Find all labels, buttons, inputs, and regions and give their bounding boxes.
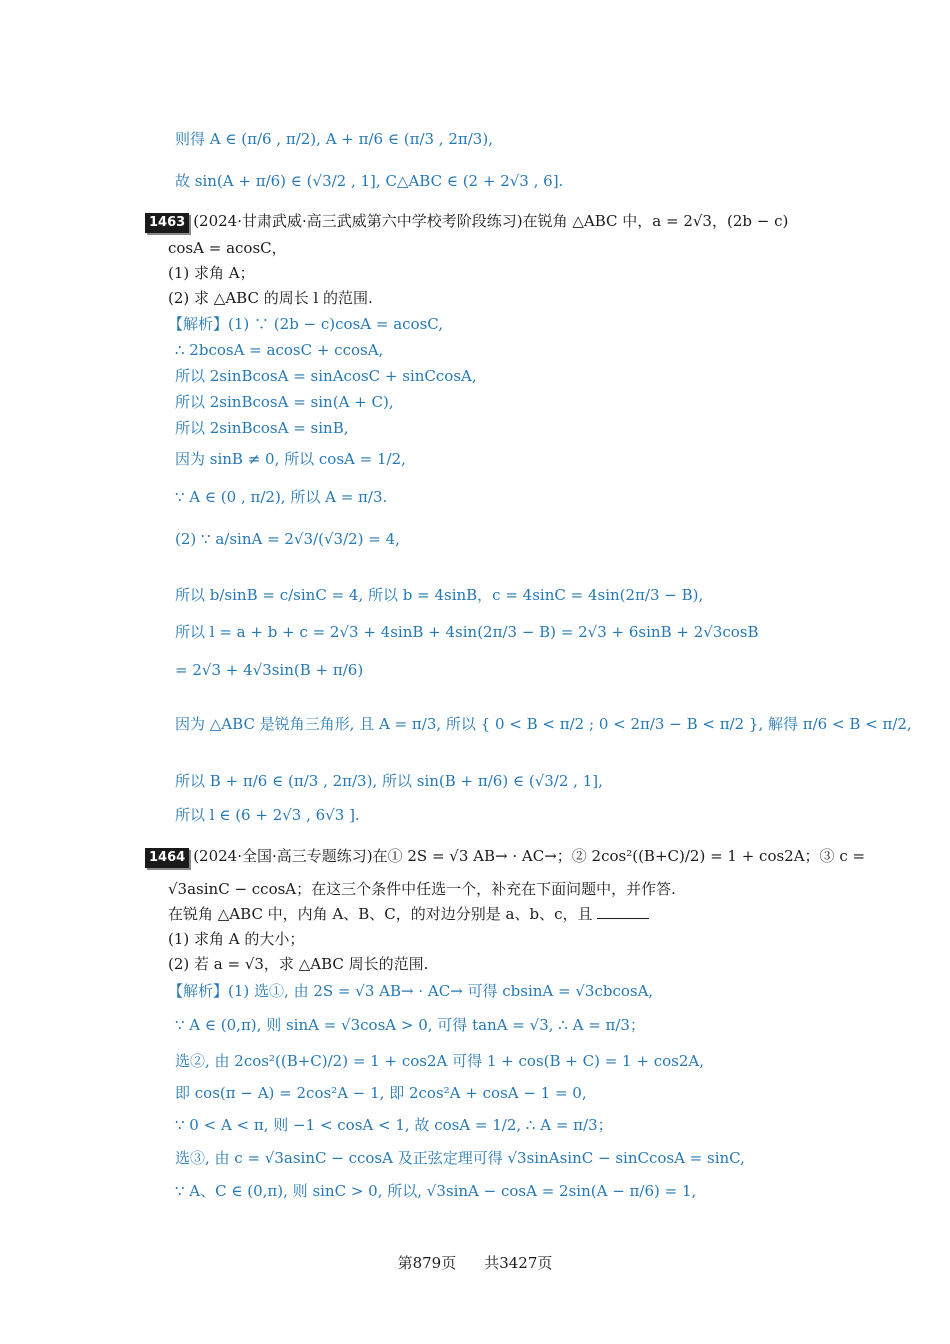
- solution-1463-line-5: 所以 2sinBcosA = sinB,: [175, 419, 349, 437]
- problem-1464-header: [145, 845, 865, 868]
- solution-1463-line-11: = 2√3 + 4√3sin(B + π/6): [175, 661, 364, 679]
- solution-1463-line-7: ∵ A ∈ (0 , π/2), 所以 A = π/3.: [175, 488, 388, 506]
- solution-1464-line-6: 选③, 由 c = √3asinC − ccosA 及正弦定理可得 √3sinAsinC − sinCcosA = sinC,: [175, 1149, 745, 1167]
- solution-1463-line-2: ∴ 2bcosA = acosC + ccosA,: [175, 341, 384, 359]
- problem-statement-line-3: [168, 903, 649, 925]
- answer-blank: [597, 904, 649, 919]
- solution-label: 【解析】: [168, 315, 229, 333]
- solution-tail-line-1: 则得 A ∈ (π/6 , π/2), A + π/6 ∈ (π/3 , 2π/3),: [175, 130, 493, 148]
- solution-1463-line-12: 因为 △ABC 是锐角三角形, 且 A = π/3, 所以 { 0 < B < π/2 ; 0 < 2π/3 − B < π/2 }, 解得 π/6 < B < π/2,: [175, 715, 912, 733]
- solution-1464-line-1: [168, 980, 653, 1002]
- solution-label: 【解析】: [168, 982, 229, 1000]
- solution-1464-line-4: 即 cos(π − A) = 2cos²A − 1, 即 2cos²A + cosA − 1 = 0,: [175, 1084, 587, 1102]
- problem-statement-line-2: cosA = acosC，: [168, 239, 287, 257]
- solution-1463-line-9: 所以 b/sinB = c/sinC = 4, 所以 b = 4sinB，c = 4sinC = 4sin(2π/3 − B),: [175, 586, 704, 604]
- problem-question-2: (2) 若 a = √3，求 △ABC 周长的范围.: [168, 955, 429, 973]
- problem-statement-line-2: √3asinC − ccosA；在这三个条件中任选一个，补充在下面问题中，并作答.: [168, 880, 676, 898]
- page-footer: [0, 1252, 950, 1273]
- solution-1463-line-6: 因为 sinB ≠ 0, 所以 cosA = 1/2,: [175, 450, 406, 468]
- solution-1463-line-13: 所以 B + π/6 ∈ (π/3 , 2π/3), 所以 sin(B + π/6) ∈ (√3/2 , 1],: [175, 772, 603, 790]
- solution-1464-line-7: ∵ A、C ∈ (0,π), 则 sinC > 0, 所以, √3sinA − cosA = 2sin(A − π/6) = 1,: [175, 1182, 697, 1200]
- problem-statement-text: 在锐角 △ABC 中，内角 A、B、C，的对边分别是 a、b、c，且: [168, 905, 593, 923]
- problem-statement-line-1: (2024·全国·高三专题练习)在① 2S = √3 AB→ · AC→；② 2cos²((B+C)/2) = 1 + cos2A；③ c =: [193, 847, 866, 865]
- solution-tail-line-2: 故 sin(A + π/6) ∈ (√3/2 , 1], C△ABC ∈ (2 + 2√3 , 6].: [175, 172, 564, 190]
- problem-1463-header: [145, 210, 788, 233]
- solution-1463-line-3: 所以 2sinBcosA = sinAcosC + sinCcosA,: [175, 367, 477, 385]
- page-number: 第879页: [397, 1254, 457, 1272]
- problem-question-1: (1) 求角 A；: [168, 264, 255, 282]
- problem-statement-line-1: (2024·甘肃武威·高三武威第六中学校考阶段练习)在锐角 △ABC 中，a = 2√3，(2b − c): [193, 212, 789, 230]
- solution-text: (1) ∵ (2b − c)cosA = acosC,: [228, 315, 444, 333]
- problem-question-2: (2) 求 △ABC 的周长 l 的范围.: [168, 289, 373, 307]
- solution-1463-line-8: (2) ∵ a/sinA = 2√3/(√3/2) = 4,: [175, 530, 400, 548]
- solution-1464-line-3: 选②, 由 2cos²((B+C)/2) = 1 + cos2A 可得 1 + cos(B + C) = 1 + cos2A,: [175, 1052, 704, 1070]
- page-total: 共3427页: [484, 1254, 553, 1272]
- solution-1463-line-14: 所以 l ∈ (6 + 2√3 , 6√3 ].: [175, 806, 360, 824]
- solution-1464-line-5: ∵ 0 < A < π, 则 −1 < cosA < 1, 故 cosA = 1/2, ∴ A = π/3；: [175, 1116, 613, 1134]
- problem-question-1: (1) 求角 A 的大小；: [168, 930, 305, 948]
- problem-number-badge: 1463: [145, 213, 189, 233]
- solution-1464-line-2: ∵ A ∈ (0,π), 则 sinA = √3cosA > 0, 可得 tanA = √3, ∴ A = π/3；: [175, 1016, 645, 1034]
- solution-1463-line-4: 所以 2sinBcosA = sin(A + C),: [175, 393, 394, 411]
- solution-1463-line-10: 所以 l = a + b + c = 2√3 + 4sinB + 4sin(2π/3 − B) = 2√3 + 6sinB + 2√3cosB: [175, 623, 759, 641]
- solution-1463-line-1: [168, 313, 443, 335]
- problem-number-badge: 1464: [145, 848, 189, 868]
- solution-text: (1) 选①, 由 2S = √3 AB→ · AC→ 可得 cbsinA = √3cbcosA,: [228, 982, 654, 1000]
